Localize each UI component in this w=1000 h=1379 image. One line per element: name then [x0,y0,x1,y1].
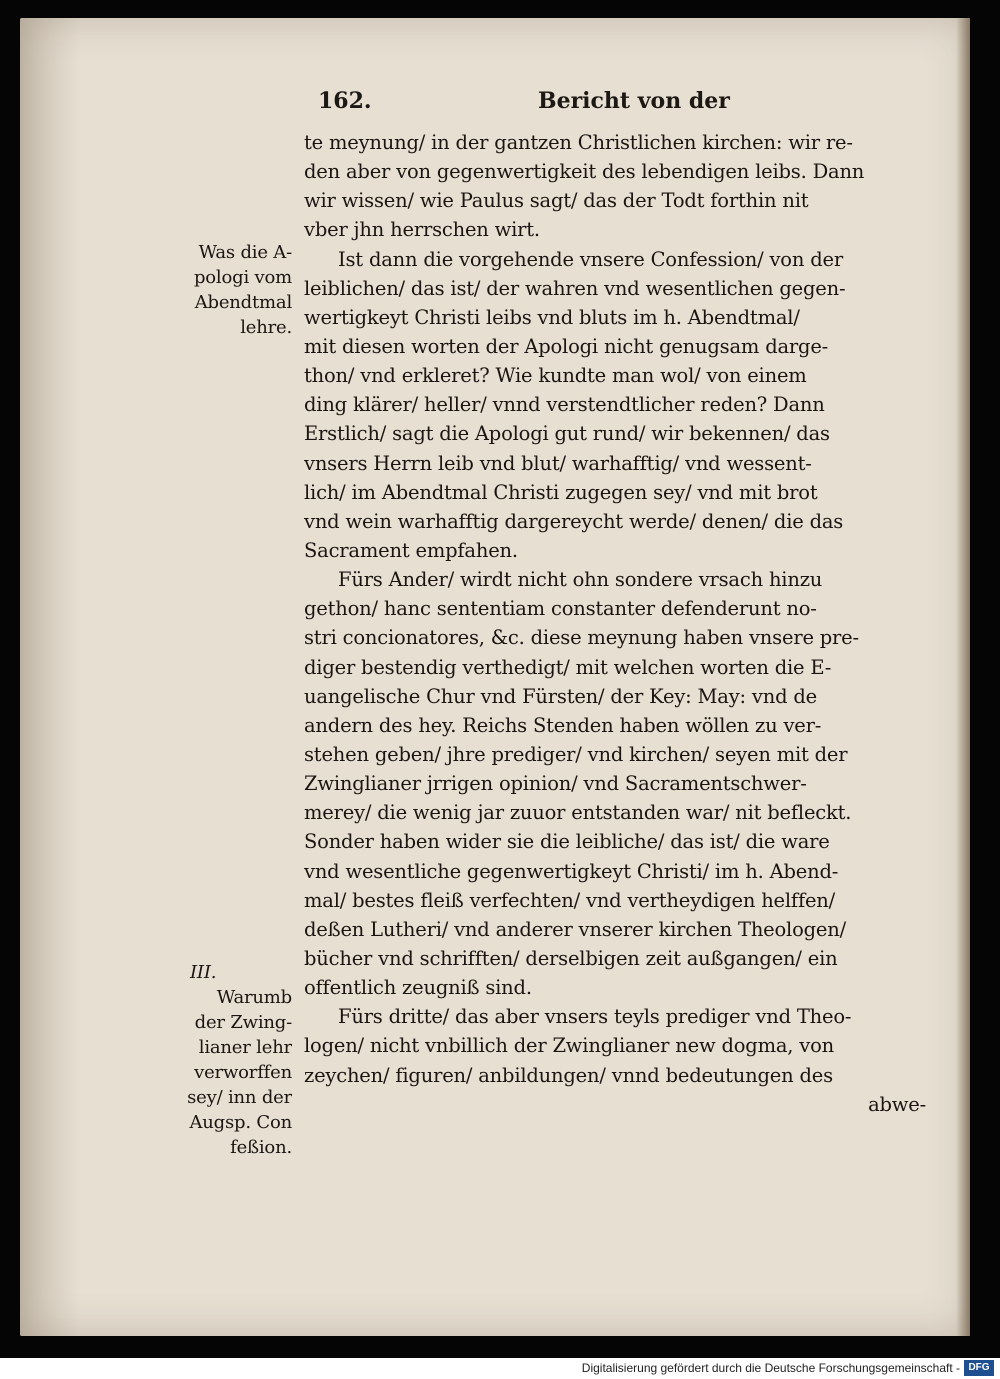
margin-note-line: lianer lehr [198,1037,292,1058]
running-head: Bericht von der [538,88,730,114]
text-line: te meynung/ in der gantzen Christlichen kirchen: wir re- [304,131,853,154]
text-line: ding klärer/ heller/ vnnd verstendtlicher reden? Dann [304,393,825,417]
text-line: vnd wein warhafftig dargereycht werde/ denen/ die das [304,509,844,533]
main-text-column [304,128,944,1119]
text-line: Zwinglianer jrrigen opinion/ vnd Sacramentschwer- [304,772,807,796]
text-line: Fürs Ander/ wirdt nicht ohn sondere vrsach hinzu [338,568,823,592]
margin-note-numeral: III. [190,962,217,983]
text-line: vnsers Herrn leib vnd blut/ warhafftig/ vnd wessent- [304,451,812,475]
margin-note-line: pologi vom [193,267,292,288]
text-line: mit diesen worten der Apologi nicht genugsam darge- [304,334,829,358]
text-line: mal/ bestes fleiß verfechten/ vnd vertheydigen helffen/ [304,888,836,912]
dfg-logo: DFG [964,1360,994,1376]
text-line: stehen geben/ jhre prediger/ vnd kirchen/ seyen mit der [304,742,848,766]
text-line: Sonder haben wider sie die leibliche/ das ist/ die ware [304,830,830,854]
margin-note-line: der Zwing- [194,1012,292,1033]
text-line: Erstlich/ sagt die Apologi gut rund/ wir bekennen/ das [304,422,830,446]
text-line: Ist dann die vorgehende vnsere Confession/ von der [338,247,843,271]
text-line: thon/ vnd erkleret? Wie kundte man wol/ von einem [304,364,807,388]
text-line: wir wissen/ wie Paulus sagt/ das der Todt forthin nit [304,189,809,213]
margin-note-line: sey/ inn der [187,1087,292,1108]
text-line: offentlich zeugniß sind. [304,976,532,1000]
text-line: bücher vnd schrifften/ derselbigen zeit außgangen/ ein [304,946,838,970]
margin-note-apologi [166,240,292,340]
text-line: andern des hey. Reichs Stenden haben wöllen zu ver- [304,713,822,737]
margin-note-line: Augsp. Con [189,1112,292,1133]
margin-note-line: Was die A- [198,242,292,263]
text-line: Fürs dritte/ das aber vnsers teyls prediger vnd Theo- [338,1005,852,1029]
page-number: 162. [318,88,372,114]
text-line: lich/ im Abendtmal Christi zugegen sey/ vnd mit brot [304,480,818,504]
margin-note-line: Abendtmal [194,292,292,313]
text-line: diger bestendig verthedigt/ mit welchen worten die E- [304,655,832,679]
text-line: merey/ die wenig jar zuuor entstanden war/ nit befleckt. [304,801,852,825]
page-header [318,88,918,122]
margin-note-line: Warumb [216,987,292,1008]
funding-credit: Digitalisierung gefördert durch die Deutsche Forschungsgemeinschaft - [581,1361,960,1375]
text-line: abwe- [868,1092,926,1116]
text-line: leiblichen/ das ist/ der wahren vnd wesentlichen gegen- [304,276,846,300]
text-line: zeychen/ figuren/ anbildungen/ vnnd bedeutungen des [304,1063,833,1087]
margin-note-zwinglianer [166,960,292,1160]
text-line: vber jhn herrschen wirt. [304,218,540,242]
text-line: stri concionatores, &c. diese meynung haben vnsere pre- [304,626,859,650]
margin-note-line: lehre. [240,317,292,338]
text-line: wertigkeyt Christi leibs vnd bluts im h. Abendtmal/ [304,305,800,329]
margin-note-line: feßion. [230,1137,292,1158]
text-line: Sacrament empfahen. [304,538,518,562]
text-line: logen/ nicht vnbillich der Zwinglianer new dogma, von [304,1034,835,1058]
text-line: vnd wesentliche gegenwertigkeyt Christi/ im h. Abend- [304,859,839,883]
footer-bar [0,1358,1000,1379]
text-line: den aber von gegenwertigkeit des lebendigen leibs. Dann [304,160,865,184]
text-line: deßen Lutheri/ vnd anderer vnserer kirchen Theologen/ [304,917,846,941]
text-line: uangelische Chur vnd Fürsten/ der Key: May: vnd de [304,684,817,708]
text-line: gethon/ hanc sententiam constanter defenderunt no- [304,597,817,621]
margin-note-line: verworffen [194,1062,292,1083]
